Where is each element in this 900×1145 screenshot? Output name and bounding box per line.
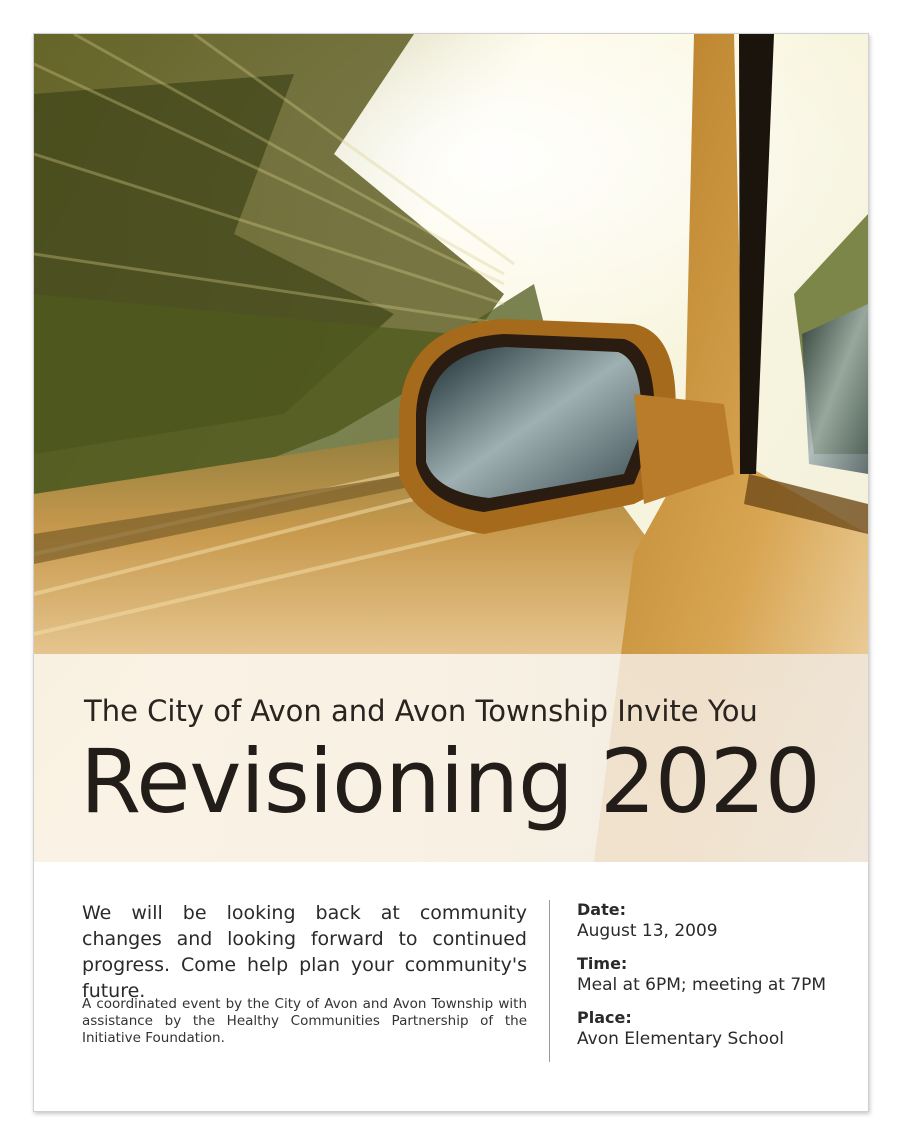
place-label: Place: [577, 1008, 632, 1027]
event-title: Revisioning 2020 [80, 730, 820, 833]
credit-paragraph: A coordinated event by the City of Avon and Avon Township with assistance by the Healthy Communities Partnership of the Initiative Foundation. [82, 996, 527, 1046]
place-value: Avon Elementary School [577, 1029, 784, 1049]
time-value: Meal at 6PM; meeting at 7PM [577, 975, 827, 995]
time-label: Time: [577, 954, 628, 973]
column-divider [549, 900, 550, 1062]
invite-subtitle: The City of Avon and Avon Township Invite You [84, 694, 758, 728]
event-details [577, 900, 857, 1062]
flyer-page [33, 33, 869, 1112]
lead-paragraph: We will be looking back at community changes and looking forward to continued progress. Come help plan your community's future. [82, 902, 527, 1002]
date-label: Date: [577, 900, 626, 919]
date-value: August 13, 2009 [577, 921, 718, 941]
